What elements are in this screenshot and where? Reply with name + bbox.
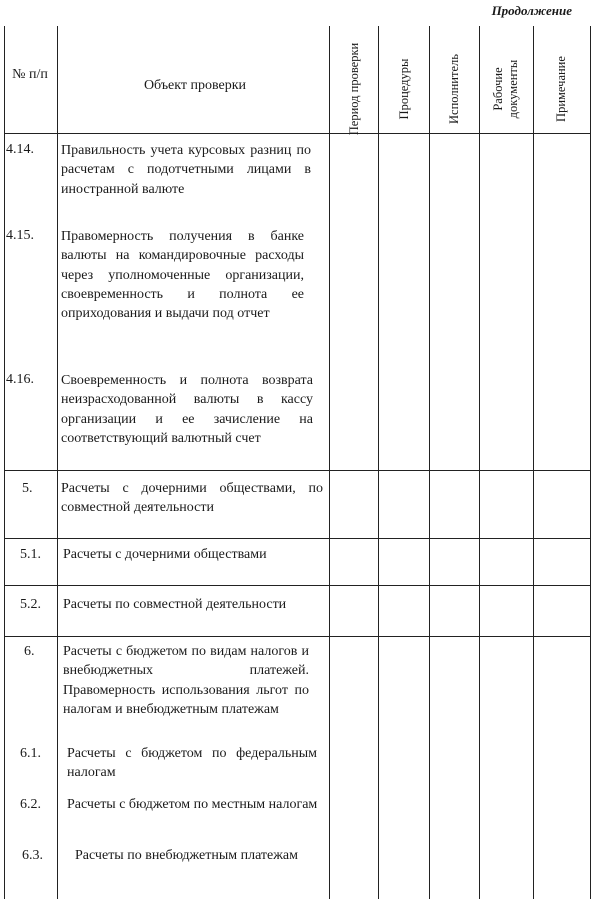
header-procedures: Процедуры xyxy=(396,58,411,120)
row-number: 4.16. xyxy=(6,372,34,387)
row-number: 6. xyxy=(24,644,35,659)
header-workdocs: Рабочие документы xyxy=(491,59,520,119)
table-column-divider xyxy=(479,26,480,899)
table-column-divider xyxy=(57,26,58,899)
row-text: Своевременность и полнота возврата неизрасходованной валюты в кассу организации и ее зачисление на соответствующий валютный счет xyxy=(61,373,313,446)
row-number: 5.2. xyxy=(20,597,41,612)
table-border-right xyxy=(590,26,591,899)
header-notes: Примечание xyxy=(553,56,568,122)
row-number: 5. xyxy=(22,481,33,496)
row-divider xyxy=(4,470,590,471)
row-text: Расчеты с дочерними обществами xyxy=(63,547,267,562)
header-object: Объект проверки xyxy=(143,78,247,93)
row-text: Расчеты с бюджетом по местным налогам xyxy=(67,797,318,812)
row-number: 4.14. xyxy=(6,142,34,157)
row-number: 6.2. xyxy=(20,797,41,812)
continuation-label: Продолжение xyxy=(491,3,572,18)
row-text: Расчеты с бюджетом по федеральным налогам xyxy=(67,746,317,781)
row-text: Правомерность получения в банке валюты на командировочные расходы через уполномоченные организации, своевременность и полнота ее оприходования и выдачи под отчет xyxy=(61,229,304,322)
row-number: 4.15. xyxy=(6,228,34,243)
table-border-left xyxy=(4,26,5,899)
row-number: 6.3. xyxy=(22,848,43,863)
row-text: Расчеты по внебюджетным платежам xyxy=(75,848,299,863)
header-executor: Исполнитель xyxy=(446,54,461,124)
row-divider xyxy=(4,636,590,637)
table-column-divider xyxy=(533,26,534,899)
header-number: № п/п xyxy=(12,67,48,82)
table-column-divider xyxy=(378,26,379,899)
row-text: Расчеты с дочерними обществами, по совместной деятельности xyxy=(61,481,323,516)
row-text: Расчеты по совместной деятельности xyxy=(63,597,287,612)
row-text: Расчеты с бюджетом по видам налогов и внебюджетных платежей. Правомерность использования льгот по налогам и внебюджетным платежам xyxy=(63,644,309,717)
row-divider xyxy=(4,538,590,539)
row-divider xyxy=(4,585,590,586)
header-period: Период проверки xyxy=(346,42,361,136)
table-column-divider xyxy=(429,26,430,899)
row-text: Правильность учета курсовых разниц по расчетам с подотчетными лицами в иностранной валюте xyxy=(61,143,311,197)
table-column-divider xyxy=(329,26,330,899)
row-number: 5.1. xyxy=(20,547,41,562)
row-number: 6.1. xyxy=(20,746,41,761)
